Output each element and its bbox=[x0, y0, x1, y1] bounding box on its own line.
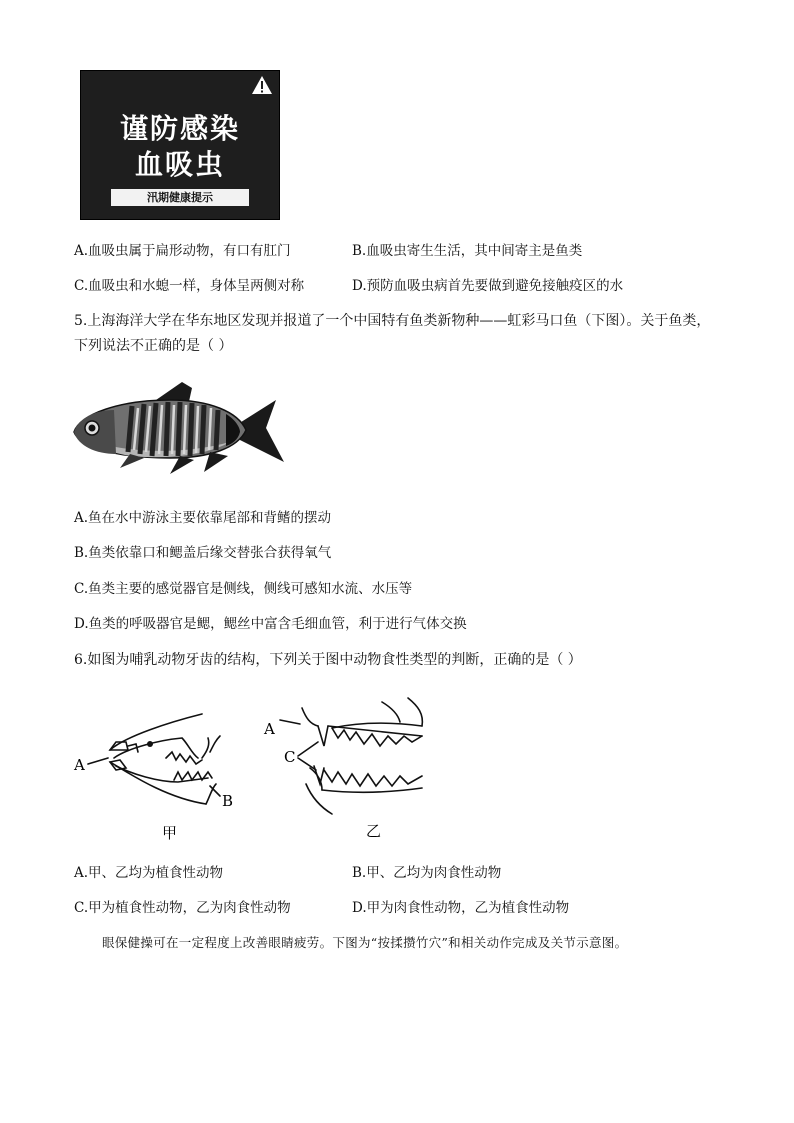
yi-caption: 乙 bbox=[366, 822, 382, 840]
teeth-diagram-yi bbox=[262, 692, 442, 842]
q6-stem: 6.如图为哺乳动物牙齿的结构，下列关于图中动物食性类型的判断，正确的是（ ） bbox=[74, 652, 582, 668]
q5-stem-line2: 下列说法不正确的是（ ） bbox=[74, 338, 233, 354]
next-question-intro: 眼保健操可在一定程度上改善眼睛疲劳。下图为“按揉攒竹穴”和相关动作完成及关节示意图。 bbox=[102, 935, 628, 950]
q4-option-a: A.血吸虫属于扁形动物，有口有肛门 bbox=[74, 243, 291, 259]
q5-stem-line1: 5.上海海洋大学在华东地区发现并报道了一个中国特有鱼类新物种——虹彩马口鱼（下图）。关于鱼类， bbox=[74, 313, 711, 329]
teeth-diagram-jia bbox=[70, 700, 250, 845]
jia-label-a: A bbox=[74, 756, 85, 774]
jia-label-b: B bbox=[222, 792, 234, 810]
q4-option-c: C.血吸虫和水螅一样，身体呈两侧对称 bbox=[74, 278, 305, 294]
q6-option-d: D.甲为肉食性动物，乙为植食性动物 bbox=[352, 900, 570, 916]
q6-option-c: C.甲为植食性动物，乙为肉食性动物 bbox=[74, 900, 291, 916]
q5-option-a: A.鱼在水中游泳主要依靠尾部和背鳍的摆动 bbox=[74, 510, 332, 526]
poster-strip-text: 汛期健康提示 bbox=[111, 189, 249, 206]
schistosome-poster-image bbox=[80, 70, 280, 220]
jia-caption: 甲 bbox=[162, 824, 178, 842]
q5-option-d: D.鱼类的呼吸器官是鳃，鳃丝中富含毛细血管，利于进行气体交换 bbox=[74, 616, 467, 632]
warning-icon bbox=[251, 75, 273, 95]
yi-label-c: C bbox=[284, 748, 296, 766]
q4-option-d: D.预防血吸虫病首先要做到避免接触疫区的水 bbox=[352, 278, 624, 294]
q5-option-c: C.鱼类主要的感觉器官是侧线，侧线可感知水流、水压等 bbox=[74, 581, 413, 597]
q6-option-a: A.甲、乙均为植食性动物 bbox=[74, 865, 224, 881]
q6-option-b: B.甲、乙均为肉食性动物 bbox=[352, 865, 502, 881]
rainbow-fish-image bbox=[70, 378, 286, 478]
poster-title-line2: 血吸虫 bbox=[134, 148, 225, 181]
poster-title-line1: 谨防感染 bbox=[119, 112, 240, 145]
q5-option-b: B.鱼类依靠口和鳃盖后缘交替张合获得氧气 bbox=[74, 545, 332, 561]
q4-option-b: B.血吸虫寄生生活，其中间寄主是鱼类 bbox=[352, 243, 583, 259]
yi-label-a: A bbox=[264, 720, 275, 738]
